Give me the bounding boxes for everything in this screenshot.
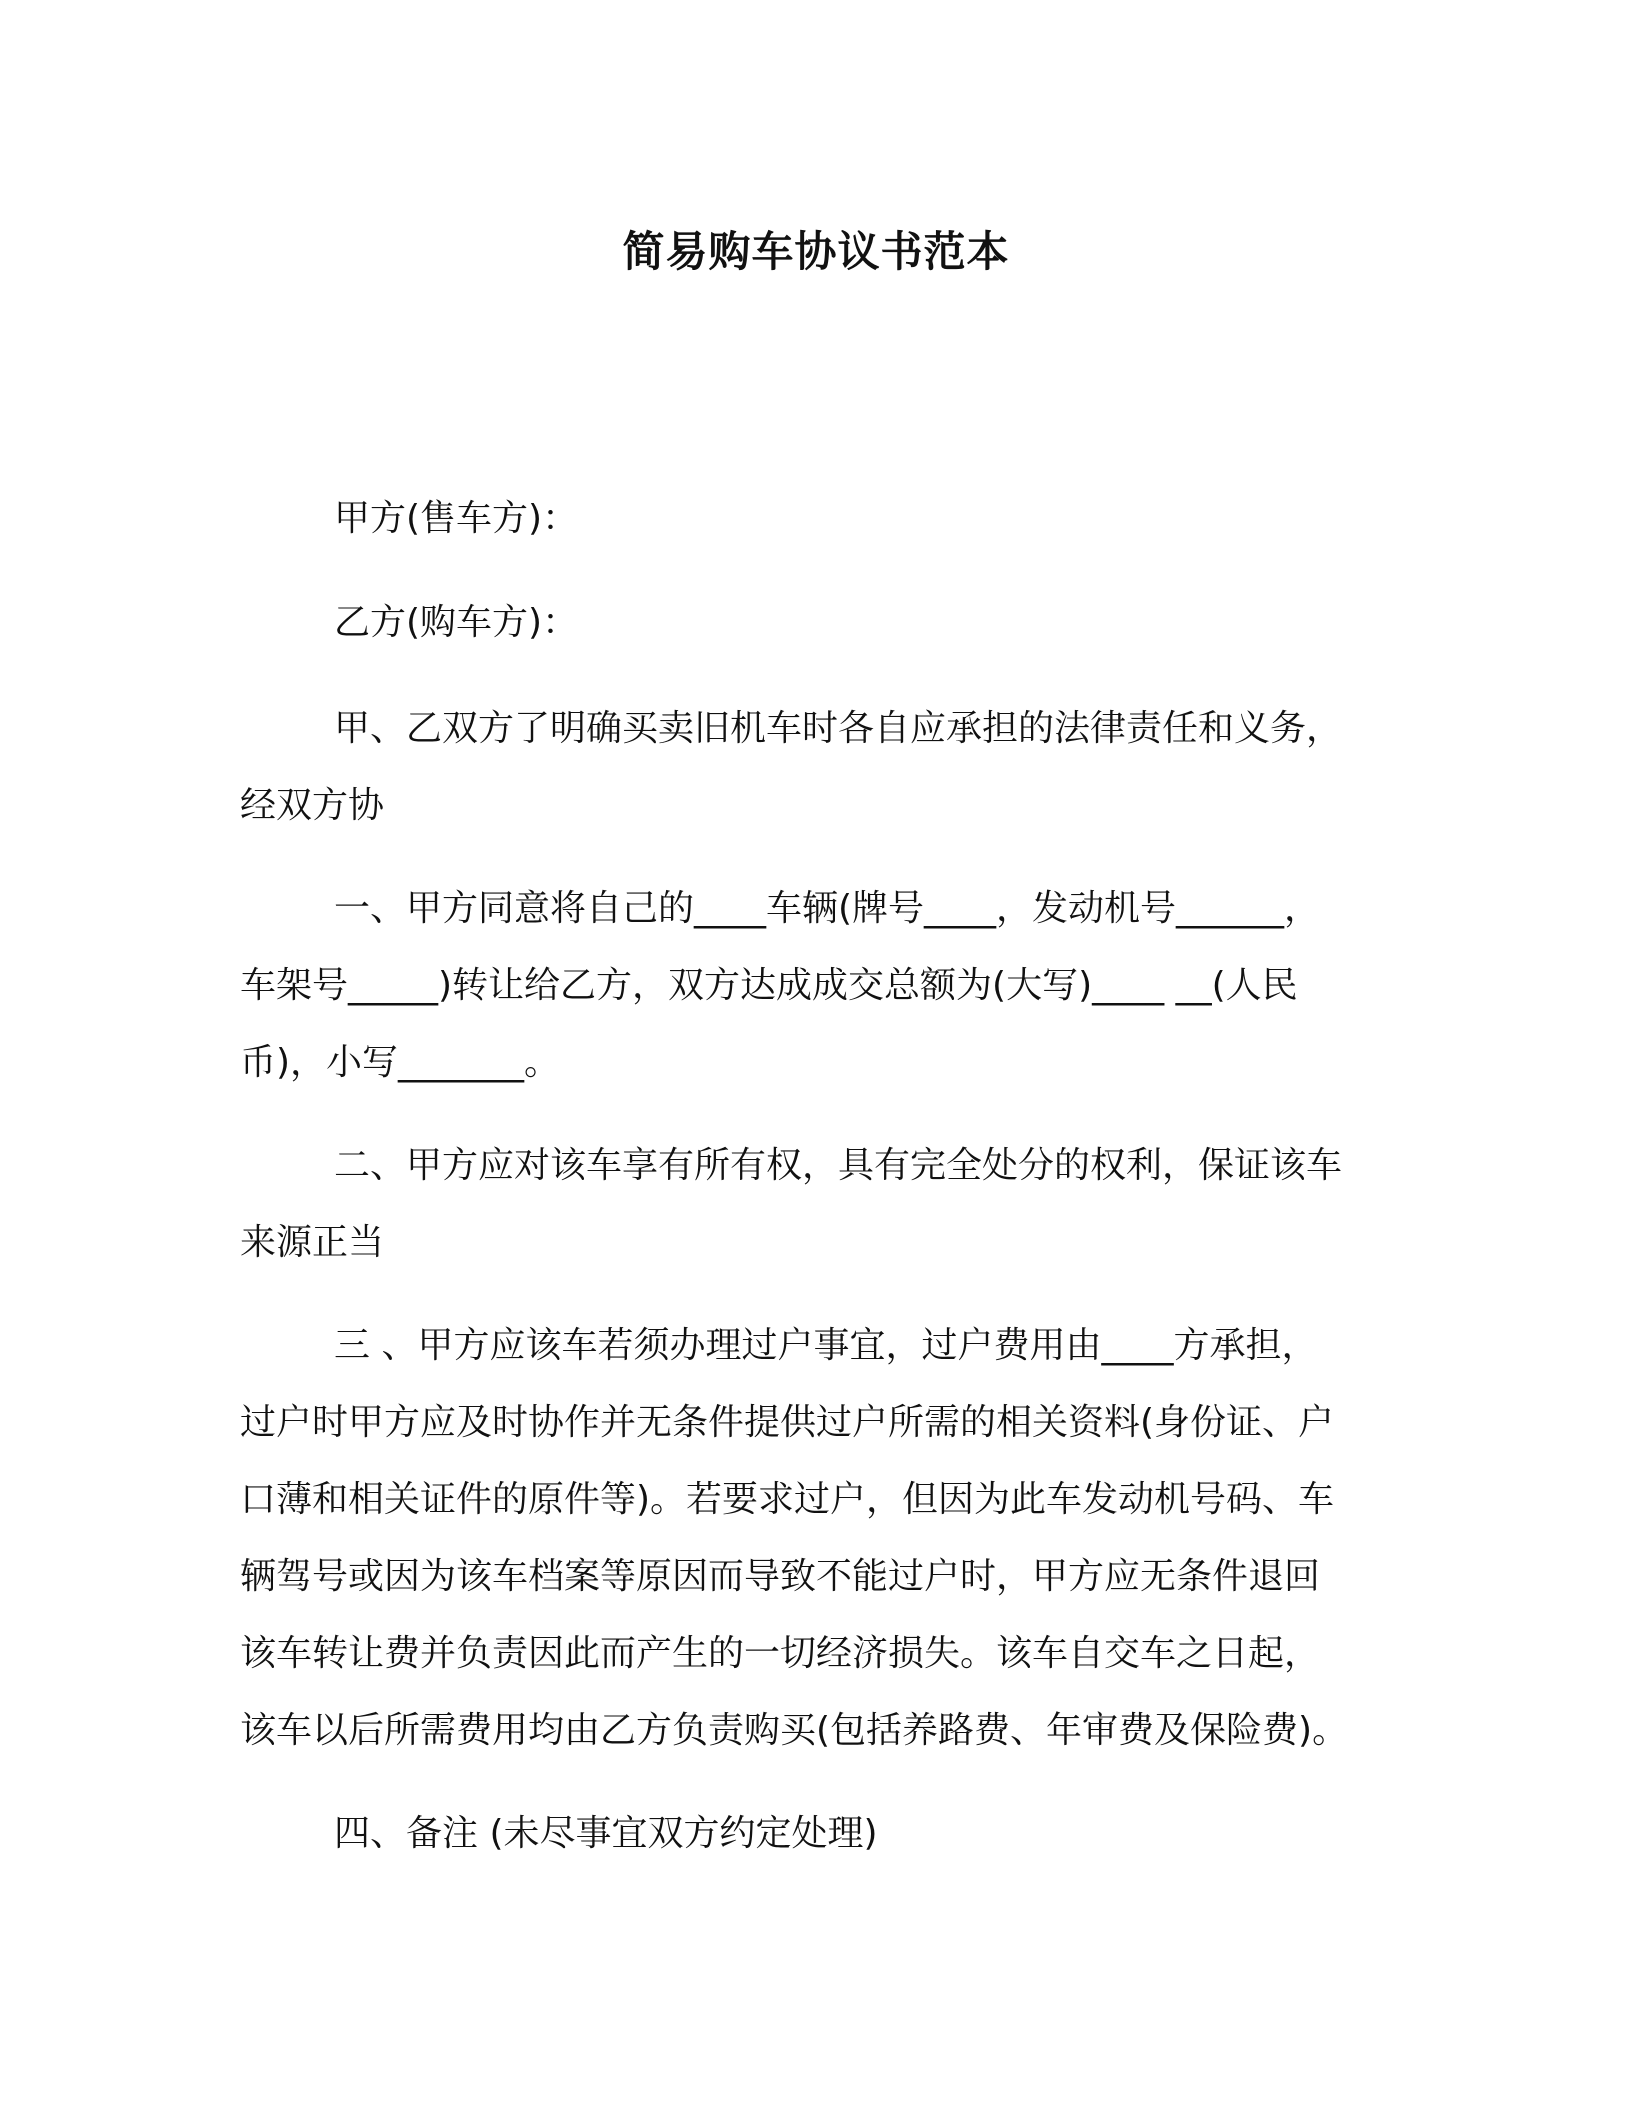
- paragraph-line: 车架号_____)转让给乙方，双方达成成交总额为(大写)____ __(人民: [240, 965, 1298, 1006]
- document-title: 简易购车协议书范本: [622, 227, 1010, 276]
- paragraph-line: 三 、甲方应该车若须办理过户事宜，过户费用由____方承担，: [334, 1325, 1318, 1366]
- paragraph-line: 该车转让费并负责因此而产生的一切经济损失。该车自交车之日起，: [240, 1633, 1321, 1674]
- clause-1-paragraph: [240, 870, 1390, 1101]
- paragraph-line: 币)，小写_______。: [240, 1042, 561, 1083]
- paragraph-line: 该车以后所需费用均由乙方负责购买(包括养路费、年审费及保险费)。: [240, 1710, 1349, 1751]
- paragraph-line: 辆驾号或因为该车档案等原因而导致不能过户时，甲方应无条件退回: [240, 1556, 1321, 1597]
- paragraph-line: 经双方协: [240, 785, 385, 826]
- paragraph-line: 口薄和相关证件的原件等)。若要求过户，但因为此车发动机号码、车: [240, 1479, 1335, 1520]
- party-b-label: 乙方(购车方)：: [334, 602, 579, 643]
- clause-2-paragraph: [240, 1127, 1390, 1281]
- paragraph-line: 过户时甲方应及时协作并无条件提供过户所需的相关资料(身份证、户: [240, 1402, 1335, 1443]
- paragraph-line: 一、甲方同意将自己的____车辆(牌号____，发动机号______，: [334, 888, 1321, 929]
- paragraph-line: 四、备注 (未尽事宜双方约定处理): [334, 1813, 878, 1854]
- party-a-label: 甲方(售车方)：: [334, 498, 579, 539]
- paragraph-line: 甲、乙双方了明确买卖旧机车时各自应承担的法律责任和义务，: [334, 708, 1343, 749]
- paragraph-line: 二、甲方应对该车享有所有权，具有完全处分的权利，保证该车: [334, 1145, 1343, 1186]
- clause-4-paragraph: [240, 1795, 1390, 1872]
- clause-3-paragraph: [240, 1307, 1390, 1769]
- intro-paragraph: [240, 690, 1390, 844]
- paragraph-line: 来源正当: [240, 1222, 385, 1263]
